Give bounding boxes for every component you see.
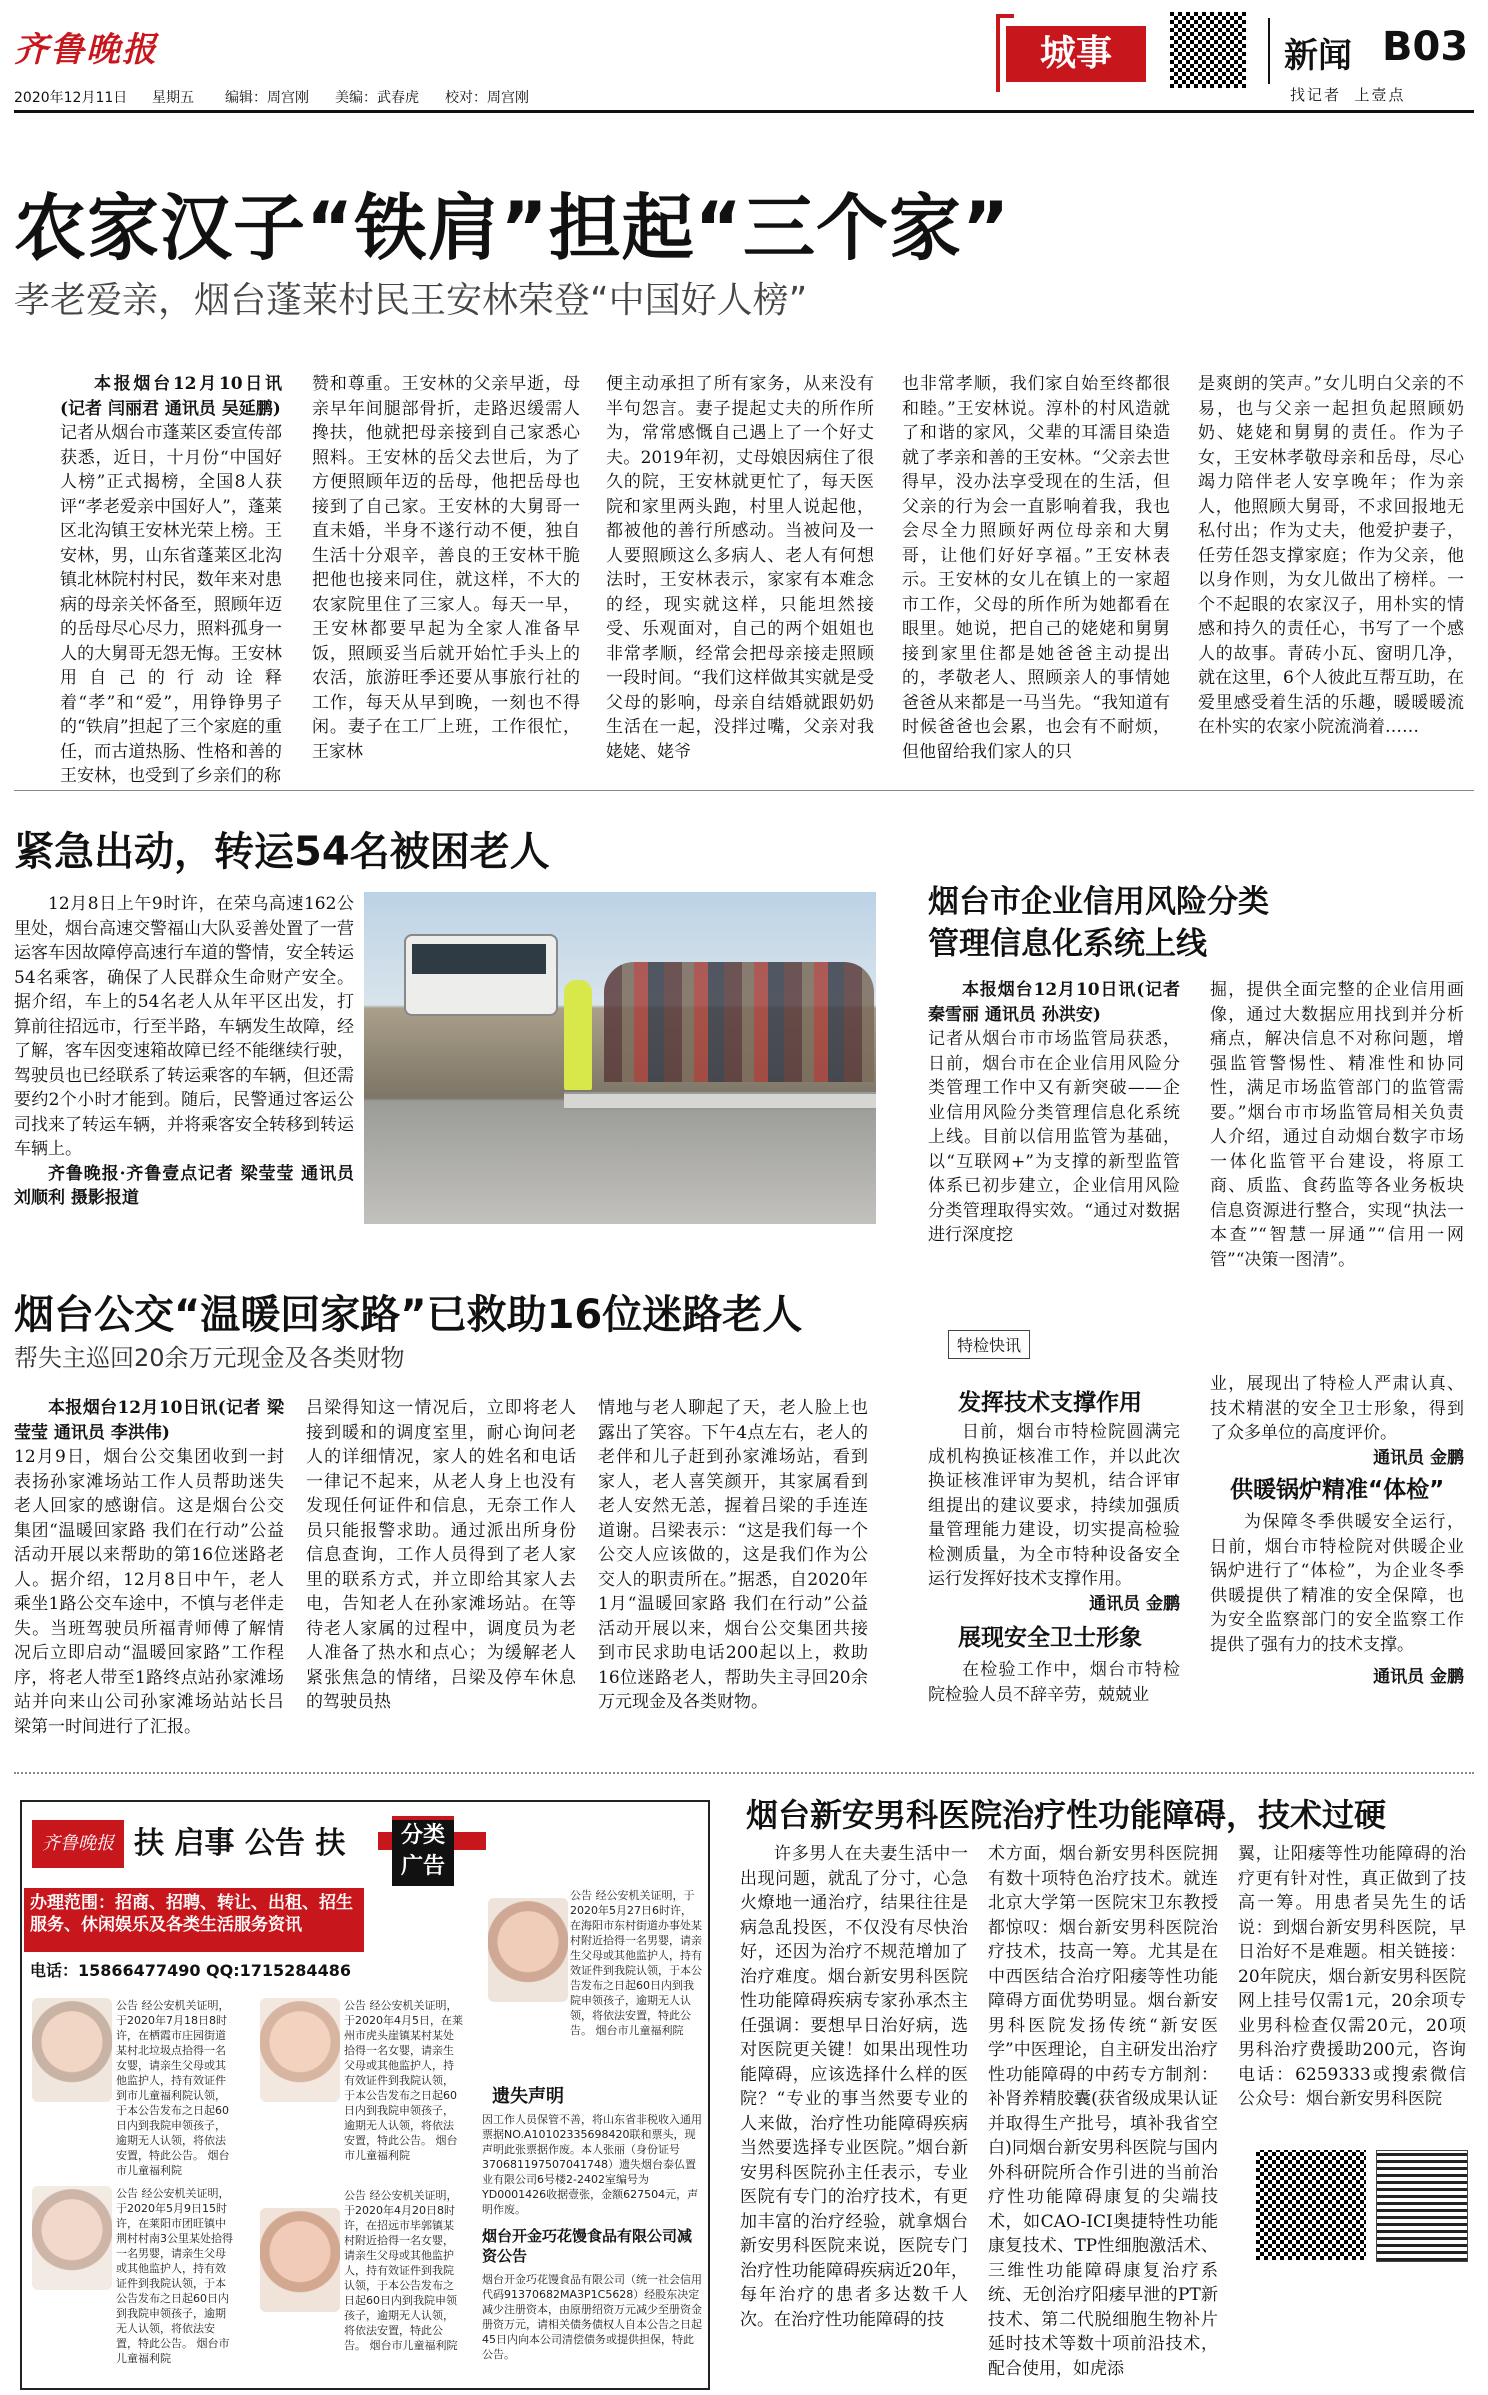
baby-photo-3 <box>488 1898 568 2002</box>
article1-column-5 <box>1198 372 1464 770</box>
article2-column <box>14 892 354 1214</box>
article3-title-line1: 烟台市企业信用风险分类 <box>928 884 1269 920</box>
article1-column-2 <box>312 372 580 770</box>
ad-header <box>22 1802 708 1888</box>
article3-title-line2: 管理信息化系统上线 <box>928 926 1207 962</box>
article4-subtitle: 帮失主巡回20余万元现金及各类财物 <box>14 1344 405 1372</box>
designer-credit: 美编：武春虎 <box>335 90 419 106</box>
article1-bottom-rule <box>14 790 1474 791</box>
ad-logo: 齐鲁晚报 <box>32 1820 124 1868</box>
page-category: 新闻 <box>1284 36 1352 76</box>
qr-code-icon <box>1170 12 1246 88</box>
article4-title: 烟台公交“温暖回家路”已救助16位迷路老人 <box>14 1292 803 1338</box>
notice-5: 公告 经公安机关证明，于2020年4月20日8时许，在招远市毕郭镇某村附近拾得一名女婴，请亲生父母或其他监护人，持有效证件到我院认领，于本公告发布之日起60日内到我院申领孩子，逾期无人认领，将依法安置，特此公告。 烟台市儿童福利院 <box>344 2189 458 2352</box>
article5-column-2 <box>1210 1372 1464 1760</box>
article1-title: 农家汉子“铁肩”担起“三个家” <box>14 186 1011 270</box>
article2-credit: 齐鲁晚报·齐鲁壹点记者 梁莹莹 通讯员 刘顺利 摄影报道 <box>14 1163 354 1208</box>
article6-text-2: 术方面，烟台新安男科医院拥有数十项特色治疗技术。就连北京大学第一医院宋卫东教授都惊叹：烟台新安男科医院治疗技术，技高一筹。尤其是在中西医结合治疗阳痿等性功能障碍方面优势明显。烟台新安男科医院发扬传统“新安医学”中医理论，自主研发出治疗性功能障碍的中药专方制剂：补肾养精胶囊(获省级成果认证并取得生产批号，填补我省空白)同烟台新安男科医院与国内外科研院所合作引进的当前治疗性功能障碍康复的尖端技术，如CAO-ICI奥捷特性功能康复技术、TP性细胞激活术、三维性功能障碍康复治疗系统、无创治疗阳痿早泄的PT新技术、第二代脱细胞生物补片延时技术等数十项前沿技术，配合使用，如虎添 <box>988 1844 1218 2379</box>
article6-text-3: 翼，让阳痿等性功能障碍的治疗更有针对性，真正做到了技高一筹。用患者吴先生的话说：到烟台新安男科医院，早日治好不是难题。相关链接：20年院庆，烟台新安男科医院网上挂号仅需1元，20余项专业男科检查仅需20元，20项男科治疗费援助200元，咨询电话：6259333或搜索微信公众号：烟台新安男科医院 <box>1238 1844 1466 2109</box>
issue-date: 2020年12月11日 <box>14 90 128 106</box>
article1-subtitle: 孝老爱亲，烟台蓬莱村民王安林荣登“中国好人榜” <box>14 280 808 321</box>
article4-column-1 <box>14 1396 284 1764</box>
lost-notice-body: 因工作人员保管不善，将山东省非税收入通用票据NO.A10102335698420联和票头，现声明此张票据作废。本人张丽（身份证号370681197507041748）遗失烟台泰仏置业有限公司6号楼2-2402室编号为YD0001426收据壹张，金额627504元，声明作废。 <box>482 2113 702 2216</box>
notice-3: 公告 经公安机关证明，于2020年5月27日6时许，在海阳市东村街道办事处某村附近拾得一名男婴，请亲生父母或其他监护人，持有效证件到我院认领，于本公告发布之日起60日内到我院申领孩子，逾期无人认领，将依法安置，特此公告。 烟台市儿童福利院 <box>570 1889 702 2037</box>
proof-credit: 校对：周宫刚 <box>445 90 529 106</box>
article5-heading-2: 展现安全卫士形象 <box>958 1625 1142 1651</box>
article2-text: 12月8日上午9时许，在荣乌高速162公里处，烟台高速交警福山大队妥善处置了一营运客车因故障停高速行车道的警情，安全转运54名乘客，确保了人民群众生命财产安全。据介绍，车上的54名老人从年平区出发，打算前往招远市，行至半路，车辆发生故障，经了解，客车因变速箱故障已经不能继续行驶，驾驶员也已经联系了转运乘客的车辆，但还需要约2个小时才能到。随后，民警通过客运公司找来了转运车辆，并将乘客安全转移到转运车辆上。 <box>14 894 354 1159</box>
lost-notice-title: 遗失声明 <box>492 2086 564 2107</box>
article1-byline: 本报烟台12月10日讯(记者 闫丽君 通讯员 吴延鹏) <box>60 374 282 419</box>
article2-title: 紧急出动，转运54名被困老人 <box>14 829 550 875</box>
article5-heading-3: 供暖锅炉精准“体检” <box>1230 1477 1445 1503</box>
section-tab <box>996 14 1156 88</box>
police-officer <box>564 980 592 1090</box>
bus-windows <box>412 944 546 974</box>
reporter-contact: 找记者 上壹点 <box>1290 86 1406 104</box>
article4-column-3 <box>598 1396 868 1764</box>
issue-weekday: 星期五 <box>152 90 194 106</box>
article1-text-2: 赞和尊重。王安林的父亲早逝，母亲早年间腿部骨折，走路迟缓需人搀扶，他就把母亲接到自己家悉心照料。王安林的岳父去世后，为了方便照顾年迈的岳母，他把岳母也接到了自己家。王安林的大舅哥一直未婚，半身不遂行动不便，独自生活十分艰辛，善良的王安林干脆把他也接来同住，就这样，不大的农家院里住了三家人。每天一早，王安林都要早起为全家人准备早饭，照顾妥当后就开始忙手头上的农活，旅游旺季还要从事旅行社的工作，每天从早到晚，一刻也不得闲。妻子在工厂上班，工作很忙，王家林 <box>312 374 580 762</box>
article1-text-4: 也非常孝顺，我们家自始至终都很和睦。”王安林说。淳朴的村风造就了和谐的家风，父辈的耳濡目染造就了孝亲和善的王安林。“父亲去世得早，没办法享受现在的生活，但父亲的行为会一直影响着我，我也会尽全力照顾好两位母亲和大舅哥，让他们好好享福。”王安林表示。王安林的女儿在镇上的一家超市工作，父母的所作所为她都看在眼里。她说，把自己的姥姥和舅舅接到家里住都是她爸爸主动提出的，孝敬老人、照顾亲人的事情她爸爸从来都是一马当先。“我知道有时候爸爸也会累，也会有不耐烦，但他留给我们家人的只 <box>902 374 1170 762</box>
article1-text-5: 是爽朗的笑声。”女儿明白父亲的不易，也与父亲一起担负起照顾奶奶、姥姥和舅舅的责任。作为子女，王安林孝敬母亲和岳母，尽心竭力陪伴老人安享晚年；作为亲人，他照顾大舅哥，不求回报地无私付出；作为丈夫，他爱护妻子，任劳任怨支撑家庭；作为父亲，他以身作则，为女儿做出了榜样。一个不起眼的农家汉子，用朴实的情感和持久的责任心，书写了一个感人的故事。青砖小瓦、窗明几净，就在这里，6个人彼此互帮互助，在爱里感受着生活的乐趣，暖暖暖流在朴实的农家小院流淌着…… <box>1198 374 1464 737</box>
ad-contact-phone: 电话：15866477490 QQ:1715284486 <box>30 1961 351 1980</box>
article5-credit-3: 通讯员 金鹏 <box>1373 1667 1464 1687</box>
article6-title: 烟台新安男科医院治疗性功能障碍，技术过硬 <box>746 1796 1387 1834</box>
hospital-logo-icon <box>1376 2150 1468 2262</box>
article4-byline: 本报烟台12月10日讯(记者 梁莹莹 通讯员 李洪伟) <box>14 1398 284 1443</box>
article6-column-1 <box>740 1842 968 2386</box>
article1-column-3 <box>606 372 874 770</box>
baby-photo-5 <box>260 2208 340 2312</box>
ad-banner: 扶 启事 公告 扶 <box>134 1826 346 1861</box>
article4-text-2: 吕梁得知这一情况后，立即将老人接到暖和的调度室里，耐心询问老人的详细情况，家人的姓名和电话一律记不起来，从老人身上也没有发现任何证件和信息，无奈工作人员只能报警求助。通过派出所身份信息查询，工作人员得到了老人家里的联系方式，并立即给其家人去电，告知老人在孙家滩场站。在等待老人家属的过程中，调度员为老人准备了热水和点心；为缓解老人紧张焦急的情绪，吕梁及停车休息的驾驶员热 <box>306 1398 576 1712</box>
company-notice-title: 烟台开金巧花馒食品有限公司减资公告 <box>482 2227 693 2265</box>
section-title: 城事 <box>1006 26 1146 82</box>
article1-text-1: 记者从烟台市蓬莱区委宣传部获悉，近日，十月份“中国好人榜”正式揭榜，全国8人获评“孝老爱亲中国好人”，蓬莱区北沟镇王安林光荣上榜。王安林，男，山东省蓬莱区北沟镇北林院村村民，数年来对患病的母亲关怀备至，照顾年迈的岳母尽心尽力，照料孤身一人的大舅哥无怨无悔。王安林用自己的行动诠释着“孝”和“爱”，用铮铮男子的“铁肩”担起了三个家庭的重任，而古道热肠、性格和善的王安林，也受到了乡亲们的称 <box>60 423 282 786</box>
article4-column-2 <box>306 1396 576 1764</box>
article6-column-2 <box>988 1842 1218 2386</box>
page-number: B03 <box>1382 24 1469 70</box>
article5-text-2: 在检验工作中，烟台市特检院检验人员不辞辛劳，兢兢业 <box>928 1660 1180 1705</box>
baby-photo-4 <box>32 2186 112 2290</box>
highway-rescue-photo <box>364 892 876 1224</box>
article6-text-1: 许多男人在夫妻生活中一出现问题，就乱了分寸，心急火燎地一通治疗，结果往往是病急乱投医，不仅没有尽快治好，还因为治疗不规范增加了治疗难度。烟台新安男科医院性功能障碍疾病专家孙承杰主任强调：要想早日治好病，选对医院更关键！如果出现性功能障碍，应该选择什么样的医院？“专业的事当然要专业的人来做，治疗性功能障碍疾病当然要选择专业医院。”烟台新安男科医院孙主任表示，专业医院有专门的治疗技术，有更加丰富的治疗经验，就拿烟台新安男科医院来说，医院专门治疗性功能障碍疾病近20年，每年治疗的患者多达数千人次。在治疗性功能障碍的技 <box>740 1844 968 2330</box>
baby-photo-1 <box>32 1998 112 2102</box>
article5-text-1: 日前，烟台市特检院圆满完成机构换证核准工作，并以此次换证核准评审为契机，结合评审组提出的建议要求，持续加强质量管理能力建设，切实提高检验检测质量，为全市特种设备安全运行发挥好技术支撑作用。 <box>928 1422 1180 1589</box>
article5-credit-1: 通讯员 金鹏 <box>1089 1593 1180 1614</box>
baby-photo-2 <box>260 1998 340 2102</box>
notice-1: 公告 经公安机关证明，于2020年7月18日8时许，在栖霞市庄园街道某村北垃圾点拾得一名女婴，请亲生父母或其他监护人，持有效证件到市儿童福利院认领，于本公告发布之日起60日内到我院申领孩子，逾期无人认领，将依法安置，特此公告。 烟台市儿童福利院 <box>116 1999 230 2177</box>
article5-text-4: 为保障冬季供暖安全运行，日前，烟台市特检院对供暖企业锅炉进行了“体检”，为企业冬季供暖提供了精准的安全保障，也为安全监察部门的安全监察工作提供了强有力的技术支撑。 <box>1210 1512 1464 1655</box>
company-notice-body: 烟台开金巧花馒食品有限公司（统一社会信用代码91370682MA3P1C5628）经股东决定减少注册资本，由原册绍资万元减少至册资金册资万元，请相关债务债权人自本公告之日起45日内向本公司清偿债务或提供担保，特此公告。 <box>482 2273 702 2361</box>
article1-column-4 <box>902 372 1170 770</box>
article5-credit-2: 通讯员 金鹏 <box>1373 1447 1464 1468</box>
ad-category-tag: 分类广告 <box>392 1816 454 1886</box>
article6-column-3 <box>1238 1842 1466 2142</box>
masthead-rule <box>14 110 1474 113</box>
newspaper-logo: 齐鲁晚报 <box>14 30 158 70</box>
lower-section-dotted-rule <box>14 1772 1474 1774</box>
guardrail <box>564 1092 876 1110</box>
article5-column-1 <box>928 1420 1180 1760</box>
article3-text-1: 记者从烟台市市场监管局获悉，日前，烟台市在企业信用风险分类管理工作中又有新突破——企业信用风险分类管理信息化系统上线。目前以信用监管为基础，以“互联网+”为支撑的新型监管体系已初步建立，企业信用风险分类管理取得实效。“通过对数据进行深度挖 <box>928 1029 1180 1245</box>
article4-text-1: 12月9日，烟台公交集团收到一封表扬孙家滩场站工作人员帮助迷失老人回家的感谢信。这是烟台公交集团“温暖回家路 我们在行动”公益活动开展以来帮助的第16位迷路老人。据介绍，12月8日中午，老人乘坐1路公交车途中，不慎与老伴走失。当班驾驶员所福青师傅了解情况后立即启动“温暖回家路”工作程序，将老人带至1路终点站孙家滩场站并向来山公司孙家滩场站站长吕梁第一时间进行了汇报。 <box>14 1447 284 1737</box>
notice-2: 公告 经公安机关证明，于2020年4月5日，在莱州市虎头崖镇某村某处拾得一名女婴，请亲生父母或其他监护人，持有效证件到我院认领，于本公告发布之日起60日内到我院申领孩子，逾期无人认领，将依法安置，特此公告。 烟台市儿童福利院 <box>344 1999 463 2162</box>
article1-text-3: 便主动承担了所有家务，从来没有半句怨言。妻子提起丈夫的所作所为，常常感慨自己遇上了一个好丈夫。2019年初，丈母娘因病住了很久的院，王安林就更忙了，每天医院和家里两头跑，村里人说起他，都被他的善行所感动。当被问及一人要照顾这么多病人、老人有何想法时，王安林表示，家家有本难念的经，现实就这样，只能坦然接受、乐观面对，自己的两个姐姐也非常孝顺，经常会把母亲接走照顾一段时间。“我们这样做其实就是受父母的影响，母亲自结婚就跟奶奶生活在一起，没拌过嘴，父亲对我姥姥、姥爷 <box>606 374 874 762</box>
article5-kicker: 特检快讯 <box>948 1330 1030 1359</box>
article1-column-1 <box>60 372 282 786</box>
notice-4: 公告 经公安机关证明，于2020年5月9日15时许，在莱阳市团旺镇中荆村村南3公里某处拾得一名男婴，请亲生父母或其他监护人，持有效证件到我院认领，于本公告发布之日起60日内到我院申领孩子，逾期无人认领，将依法安置，特此公告。 烟台市儿童福利院 <box>116 2187 233 2365</box>
ad-service-scope: 办理范围：招商、招聘、转让、出租、招生服务、休闲娱乐及各类生活服务资讯 <box>24 1888 364 1952</box>
article3-column-1 <box>928 978 1180 1262</box>
classified-ad-box <box>20 1800 710 2390</box>
article3-column-2 <box>1210 978 1464 1270</box>
article3-text-2: 掘，提供全面完整的企业信用画像，通过大数据应用找到并分析痛点，解决信息不对称问题，增强监管警惕性、精准性和协同性，满足市场监管部门的监管需要。”烟台市市场监管局相关负责人介绍，通过自动烟台数字市场一体化监管平台建设，将原工商、质监、食药监等各业务板块信息资源进行整合，实现“执法一本查”“智慧一屏通”“信用一网管”“决策一图清”。 <box>1210 980 1464 1270</box>
article4-text-3: 情地与老人聊起了天，老人脸上也露出了笑容。下午4点左右，老人的老伴和儿子赶到孙家滩场站，看到家人，老人喜笑颜开，其家属看到老人安然无恙，握着吕梁的手连连道谢。吕梁表示：“这是我们每一个公交人应该做的，这是我们作为公交人的职责所在。”据悉，自2020年1月“温暖回家路 我们在行动”公益活动开展以来，烟台公交集团共接到市民求助电话200起以上，救助16位迷路老人，帮助失主寻回20余万元现金及各类财物。 <box>598 1398 868 1712</box>
crowd-of-elders <box>604 962 874 1082</box>
article3-byline: 本报烟台12月10日讯(记者 秦雪丽 通讯员 孙洪安) <box>928 980 1180 1025</box>
article5-text-3: 业，展现出了特检人严肃认真、技术精湛的安全卫士形象，得到了众多单位的高度评价。 <box>1210 1374 1464 1443</box>
article5-heading-1: 发挥技术支撑作用 <box>958 1390 1142 1416</box>
editor-credit: 编辑：周宫刚 <box>225 90 309 106</box>
masthead-divider <box>1268 18 1270 84</box>
hospital-qr-code-icon <box>1256 2150 1366 2260</box>
